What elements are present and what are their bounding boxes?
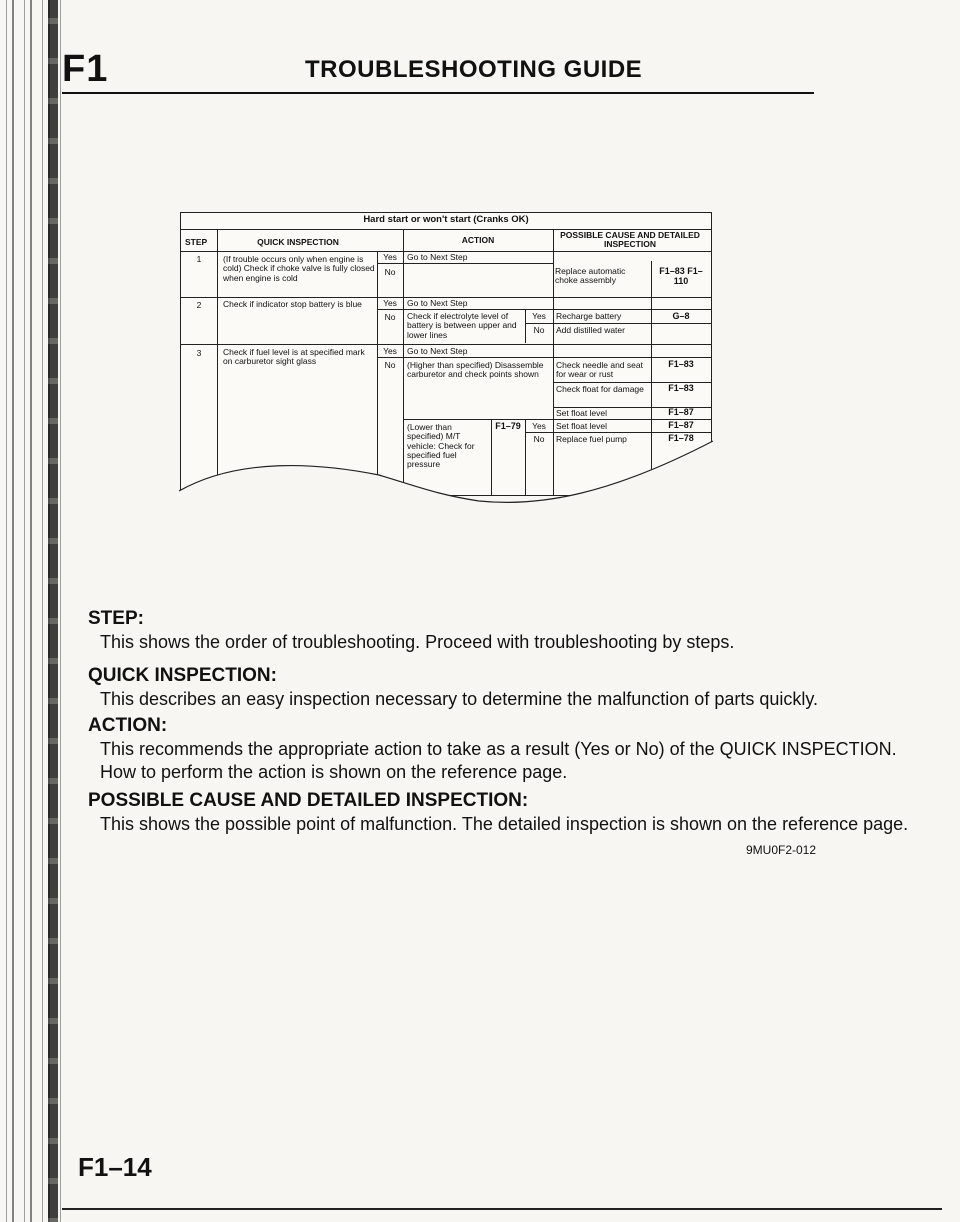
step-3-higher-cause-3: Set float level <box>556 409 608 418</box>
step-3-yes: Yes <box>383 347 397 356</box>
step-1-yes-action: Go to Next Step <box>407 253 468 262</box>
step-3-number: 3 <box>196 349 202 358</box>
step-2-no: No <box>384 313 396 322</box>
step-3-yes-action: Go to Next Step <box>407 347 468 356</box>
legend-quick-term: QUICK INSPECTION: <box>88 665 277 686</box>
troubleshooting-table <box>180 212 712 496</box>
legend-step-text: This shows the order of troubleshooting. Proceed with troubleshooting by steps. <box>100 632 735 652</box>
col-possible-cause: POSSIBLE CAUSE AND DETAILED INSPECTION <box>560 231 700 250</box>
step-3-no: No <box>384 361 396 370</box>
step-3-lower-no-ref: F1–78 <box>668 434 694 443</box>
step-3-lower-yes-ref: F1–87 <box>668 421 694 430</box>
step-2-no-action: Check if electrolyte level of battery is between upper and lower lines <box>407 312 517 340</box>
step-2-sub-yes-cause: Recharge battery <box>556 312 622 321</box>
step-2-yes-action: Go to Next Step <box>407 299 468 308</box>
legend-action-text-1: This recommends the appropriate action to take as a result (Yes or No) of the QUICK INSPECTION. <box>100 739 897 759</box>
step-2-yes: Yes <box>383 299 397 308</box>
step-1-no-ref: F1–83 F1–110 <box>659 267 703 286</box>
legend-possible-term: POSSIBLE CAUSE AND DETAILED INSPECTION: <box>88 790 529 811</box>
step-3-higher-ref-1: F1–83 <box>668 360 694 369</box>
step-3-lower-text: (Lower than specified) M/T vehicle: Check for specified fuel pressure <box>407 423 475 470</box>
step-2-inspection: Check if indicator stop battery is blue <box>223 300 362 309</box>
step-2-number: 2 <box>196 301 202 310</box>
table-title: Hard start or won't start (Cranks OK) <box>363 215 529 225</box>
step-3-inspection: Check if fuel level is at specified mark on carburetor sight glass <box>223 348 365 367</box>
legend-possible-text: This shows the possible point of malfunction. The detailed inspection is shown on the reference page. <box>100 814 909 834</box>
step-3-lower-yes-cause: Set float level <box>556 422 608 431</box>
page-number: F1–14 <box>78 1152 152 1182</box>
col-action: ACTION <box>461 236 495 245</box>
step-1-no: No <box>384 268 396 277</box>
step-3-higher-text: (Higher than specified) Disassemble carburetor and check points shown <box>407 361 544 380</box>
legend-possible-cause <box>88 790 908 835</box>
step-2-sub-yes: Yes <box>532 312 546 321</box>
legend-quick-inspection <box>88 665 818 710</box>
col-step: STEP <box>185 238 208 247</box>
step-2-sub-no: No <box>533 326 545 335</box>
torn-edge <box>179 425 713 515</box>
step-2-sub-no-cause: Add distilled water <box>556 326 625 335</box>
header-rule <box>62 92 814 94</box>
legend-step <box>88 608 734 653</box>
legend-action-term: ACTION: <box>88 715 168 736</box>
step-1-number: 1 <box>196 255 202 264</box>
legend-action-text-2: How to perform the action is shown on the reference page. <box>100 762 568 782</box>
reference-code: 9MU0F2-012 <box>746 843 817 857</box>
legend-step-term: STEP: <box>88 608 144 629</box>
spine-edge <box>48 0 58 1222</box>
step-3-higher-ref-2: F1–83 <box>668 384 694 393</box>
step-1-no-cause: Replace automatic choke assembly <box>555 267 626 286</box>
step-3-lower-ref: F1–79 <box>495 422 521 431</box>
step-3-higher-cause-2: Check float for damage <box>556 385 644 394</box>
legend-quick-text: This describes an easy inspection necessary to determine the malfunction of parts quickly. <box>100 689 819 709</box>
step-2-sub-yes-ref: G–8 <box>672 312 690 321</box>
section-code: F1 <box>62 48 109 90</box>
footer-rule <box>62 1208 942 1210</box>
step-1-yes: Yes <box>383 253 397 262</box>
step-3-lower-no: No <box>533 435 545 444</box>
page-title: TROUBLESHOOTING GUIDE <box>305 56 643 83</box>
col-quick-inspection: QUICK INSPECTION <box>257 238 339 247</box>
step-3-lower-no-cause: Replace fuel pump <box>556 435 627 444</box>
step-3-lower-yes: Yes <box>532 422 546 431</box>
step-3-higher-ref-3: F1–87 <box>668 408 694 417</box>
step-3-higher-cause-1: Check needle and seat for wear or rust <box>556 361 643 380</box>
step-1-inspection: (If trouble occurs only when engine is cold) Check if choke valve is fully closed when engine is cold <box>223 255 375 283</box>
legend-action <box>88 715 897 783</box>
